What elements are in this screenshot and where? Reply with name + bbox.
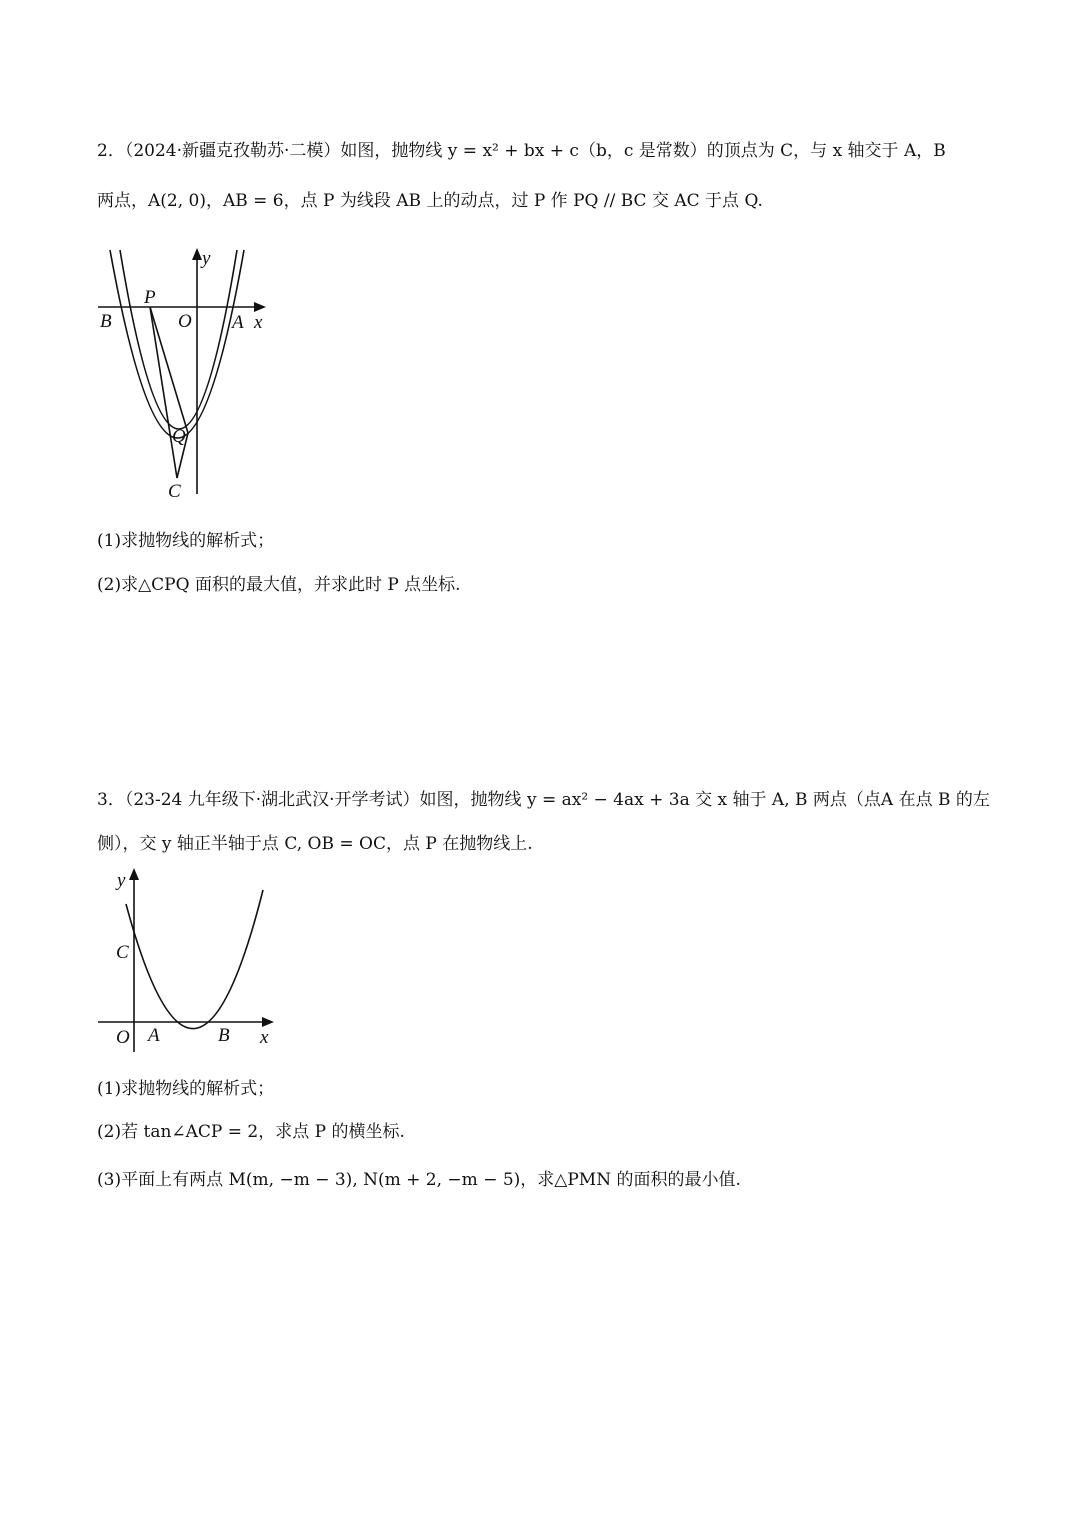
label-P: P	[144, 287, 156, 308]
label-x: x	[254, 312, 263, 333]
label-O: O	[116, 1027, 130, 1048]
problem3-question2: (2)若 tan∠ACP = 2，求点 P 的横坐标.	[97, 1122, 405, 1142]
problem2-statement-line1: 2．（2024·新疆克孜勒苏·二模）如图，抛物线 y = x² + bx + c（b，c 是常数）的顶点为 C，与 x 轴交于 A，B	[97, 141, 946, 161]
problem3-statement-line2: 侧），交 y 轴正半轴于点 C, OB = OC，点 P 在抛物线上.	[97, 834, 533, 854]
problem3-statement-line1: 3．（23-24 九年级下·湖北武汉·开学考试）如图，抛物线 y = ax² − 4ax + 3a 交 x 轴于 A, B 两点（点A 在点 B 的左	[97, 790, 990, 810]
problem2-statement-line2: 两点，A(2, 0)，AB = 6，点 P 为线段 AB 上的动点，过 P 作 PQ // BC 交 AC 于点 Q.	[97, 191, 763, 211]
label-y: y	[117, 870, 126, 891]
label-A: A	[232, 312, 244, 333]
parabola-outer	[110, 250, 244, 438]
problem3-figure	[92, 862, 282, 1054]
label-Q: Q	[172, 426, 186, 447]
problem2-question2: (2)求△CPQ 面积的最大值，并求此时 P 点坐标.	[97, 575, 461, 595]
label-B: B	[218, 1025, 230, 1046]
parabola	[126, 890, 263, 1029]
y-axis-arrow-icon	[192, 248, 202, 260]
problem3-question3: (3)平面上有两点 M(m, −m − 3), N(m + 2, −m − 5)，求△PMN 的面积的最小值.	[97, 1170, 741, 1190]
label-O: O	[178, 311, 192, 332]
label-x: x	[260, 1027, 269, 1048]
label-C: C	[116, 942, 129, 963]
label-B: B	[100, 311, 112, 332]
y-axis-arrow-icon	[129, 868, 139, 880]
label-y: y	[202, 248, 211, 269]
x-axis-arrow-icon	[262, 1017, 274, 1027]
problem2-figure	[92, 242, 277, 504]
label-A: A	[148, 1025, 160, 1046]
x-axis-arrow-icon	[254, 302, 266, 312]
segment-PC	[150, 307, 177, 478]
label-C: C	[168, 481, 181, 502]
problem3-question1: (1)求抛物线的解析式；	[97, 1079, 275, 1099]
problem2-question1: (1)求抛物线的解析式；	[97, 531, 275, 551]
